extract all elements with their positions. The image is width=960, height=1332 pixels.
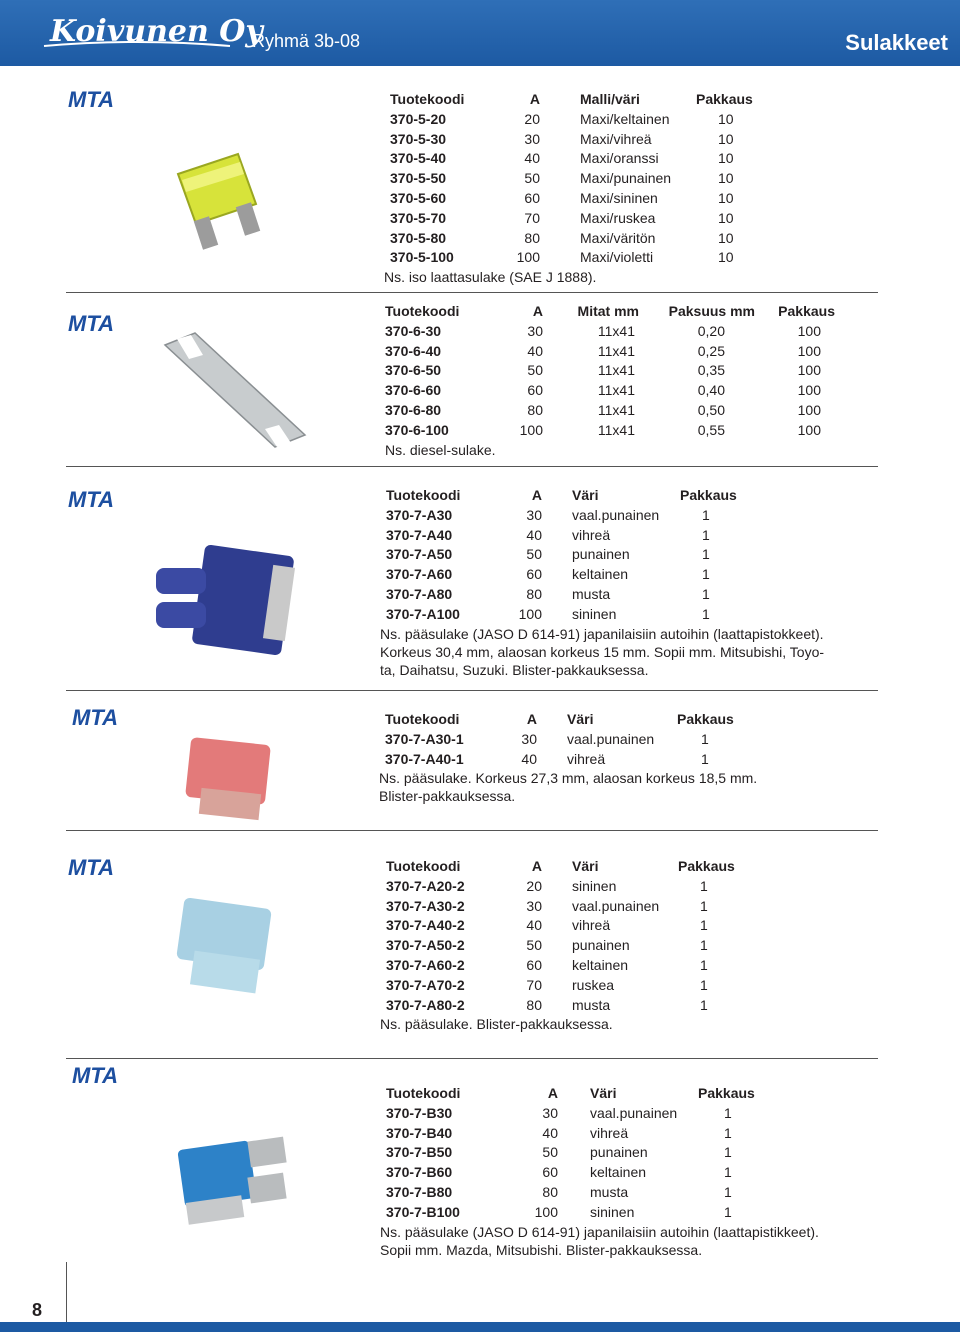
product-code: 370-7-A50-2 (386, 937, 465, 954)
product-code: 370-5-60 (390, 189, 447, 206)
category-title: Sulakkeet (845, 30, 948, 55)
color-value: vaal.punainen (567, 730, 655, 747)
product-code: 370-5-20 (390, 110, 447, 127)
column-header: Tuotekoodi (386, 487, 461, 503)
product-code: 370-7-A70-2 (386, 976, 465, 993)
table-row (385, 342, 835, 362)
table-row (386, 1183, 755, 1203)
ampere-value: 30 (542, 1104, 558, 1121)
product-code: 370-5-40 (390, 150, 447, 167)
package-qty: 10 (718, 189, 734, 206)
ampere-value: 80 (526, 585, 542, 602)
table-row (386, 956, 735, 976)
table-row (386, 936, 735, 956)
product-note: Ns. diesel-sulake. (385, 441, 496, 458)
table-header-row (386, 1084, 755, 1104)
package-qty: 100 (797, 362, 821, 379)
product-code: 370-7-A40-1 (385, 750, 464, 767)
thickness-value: 0,55 (697, 421, 725, 438)
package-qty: 100 (797, 382, 821, 399)
product-code: 370-5-30 (390, 130, 447, 147)
product-table-pal-a1 (379, 710, 758, 805)
color-value: punainen (590, 1144, 648, 1161)
color-value: sininen (572, 877, 617, 894)
ampere-value: 80 (527, 401, 543, 418)
ampere-value: 30 (526, 506, 542, 523)
mta-brand-logo-icon (70, 1064, 142, 1086)
ampere-value: 40 (542, 1124, 558, 1141)
ampere-value: 30 (521, 730, 537, 747)
ampere-value: 70 (524, 209, 540, 226)
table-row (386, 916, 735, 936)
column-header: Väri (572, 858, 599, 874)
column-header: Tuotekoodi (386, 858, 461, 874)
section-divider (66, 830, 878, 831)
ampere-value: 30 (526, 897, 542, 914)
product-code: 370-7-A40-2 (386, 917, 465, 934)
color-value: sininen (572, 605, 617, 622)
pal-fuse-lightblue-image (168, 895, 288, 1005)
dimensions-value: 11x41 (597, 322, 635, 339)
column-header: Mitat mm (577, 303, 639, 319)
color-value: ruskea (572, 976, 615, 993)
package-qty: 100 (797, 401, 821, 418)
footer-bar (0, 1322, 960, 1332)
table-row (385, 322, 835, 342)
column-header: Pakkaus (698, 1085, 755, 1101)
section-divider (66, 1058, 878, 1059)
product-note: Ns. pääsulake. Blister-pakkauksessa. (380, 1016, 613, 1033)
product-code: 370-7-A60 (386, 566, 453, 583)
table-row (390, 149, 753, 169)
table-row (385, 421, 835, 441)
dimensions-value: 11x41 (597, 401, 635, 418)
package-qty: 1 (724, 1203, 732, 1220)
product-code: 370-7-A80 (386, 585, 453, 602)
svg-text:MTA: MTA (68, 312, 115, 334)
table-row (386, 1143, 755, 1163)
product-note: Blister-pakkauksessa. (379, 788, 516, 805)
table-row (386, 877, 735, 897)
package-qty: 1 (700, 917, 708, 934)
product-code: 370-6-60 (385, 382, 442, 399)
ampere-value: 40 (521, 750, 537, 767)
table-row (386, 1163, 755, 1183)
ampere-value: 50 (526, 546, 542, 563)
product-code: 370-7-B60 (386, 1164, 453, 1181)
product-code: 370-7-A30-2 (386, 897, 465, 914)
column-header: Pakkaus (680, 487, 737, 503)
ampere-value: 80 (526, 996, 542, 1013)
column-header: Väri (590, 1085, 617, 1101)
column-header: A (532, 303, 543, 319)
column-header: Tuotekoodi (385, 711, 460, 727)
table-header-row (386, 857, 735, 877)
ampere-value: 50 (526, 937, 542, 954)
package-qty: 10 (718, 209, 734, 226)
model-color: Maxi/väritön (580, 229, 656, 246)
package-qty: 1 (724, 1144, 732, 1161)
product-code: 370-7-B40 (386, 1124, 453, 1141)
product-code: 370-6-40 (385, 342, 442, 359)
product-code: 370-6-100 (385, 421, 449, 438)
column-header: Väri (572, 487, 599, 503)
maxi-fuse-image (160, 140, 280, 260)
ampere-value: 60 (524, 189, 540, 206)
color-value: vihreä (590, 1124, 629, 1141)
ampere-value: 50 (542, 1144, 558, 1161)
ampere-value: 60 (542, 1164, 558, 1181)
model-color: Maxi/punainen (580, 170, 672, 187)
product-code: 370-7-B30 (386, 1104, 453, 1121)
model-color: Maxi/keltainen (580, 110, 670, 127)
column-header: A (547, 1085, 558, 1101)
table-row (385, 381, 835, 401)
table-row (386, 1104, 755, 1124)
ampere-value: 60 (527, 382, 543, 399)
mta-brand-logo-icon (70, 706, 142, 728)
product-code: 370-6-80 (385, 401, 442, 418)
table-row (385, 730, 734, 750)
package-qty: 100 (797, 421, 821, 438)
package-qty: 1 (702, 585, 710, 602)
package-qty: 10 (718, 229, 734, 246)
ampere-value: 100 (516, 249, 540, 266)
product-table-diesel (385, 302, 835, 459)
table-row (386, 1124, 755, 1144)
product-code: 370-7-B100 (386, 1203, 460, 1220)
table-row (386, 976, 735, 996)
product-table-maxi (384, 90, 753, 286)
color-value: keltainen (572, 956, 629, 973)
package-qty: 100 (797, 342, 821, 359)
package-qty: 10 (718, 130, 734, 147)
product-note: Ns. iso laattasulake (SAE J 1888). (384, 269, 597, 286)
ampere-value: 100 (519, 421, 543, 438)
color-value: vaal.punainen (590, 1104, 678, 1121)
color-value: keltainen (590, 1164, 647, 1181)
table-row (386, 1203, 755, 1223)
product-code: 370-7-B50 (386, 1144, 453, 1161)
svg-text:MTA: MTA (68, 488, 115, 510)
color-value: punainen (572, 546, 630, 563)
package-qty: 1 (702, 546, 710, 563)
column-header: Malli/väri (580, 91, 640, 107)
color-value: vihreä (567, 750, 606, 767)
table-header-row (390, 90, 753, 110)
footer-divider (66, 1262, 67, 1322)
product-table-pal-b (380, 1084, 819, 1259)
package-qty: 10 (718, 150, 734, 167)
logo-swoosh-icon (42, 40, 232, 50)
ampere-value: 50 (524, 170, 540, 187)
product-code: 370-7-B80 (386, 1183, 453, 1200)
model-color: Maxi/vihreä (580, 130, 652, 147)
package-qty: 1 (700, 937, 708, 954)
mta-brand-logo-icon (66, 488, 138, 510)
product-code: 370-7-A80-2 (386, 996, 465, 1013)
package-qty: 1 (724, 1124, 732, 1141)
dimensions-value: 11x41 (597, 382, 635, 399)
product-code: 370-7-A100 (386, 605, 460, 622)
product-code: 370-5-100 (390, 249, 454, 266)
color-value: sininen (590, 1203, 635, 1220)
column-header: A (531, 858, 542, 874)
product-code: 370-7-A30-1 (385, 730, 464, 747)
table-row (390, 248, 753, 268)
color-value: musta (590, 1183, 629, 1200)
color-value: musta (572, 996, 611, 1013)
package-qty: 1 (700, 996, 708, 1013)
product-note: ta, Daihatsu, Suzuki. Blister-pakkauksessa. (380, 661, 649, 678)
column-header: Pakkaus (678, 858, 735, 874)
ampere-value: 20 (524, 110, 540, 127)
ampere-value: 20 (526, 877, 542, 894)
ampere-value: 30 (527, 322, 543, 339)
ampere-value: 60 (526, 956, 542, 973)
package-qty: 1 (724, 1104, 732, 1121)
page-header (0, 0, 960, 66)
table-row (385, 401, 835, 421)
model-color: Maxi/violetti (580, 249, 654, 266)
column-header: Pakkaus (677, 711, 734, 727)
table-row (390, 229, 753, 249)
table-header-row (385, 710, 734, 730)
color-value: punainen (572, 937, 630, 954)
section-divider (66, 690, 878, 691)
package-qty: 1 (702, 506, 710, 523)
package-qty: 1 (701, 750, 709, 767)
table-row (386, 996, 735, 1016)
color-value: vihreä (572, 526, 611, 543)
model-color: Maxi/ruskea (580, 209, 656, 226)
package-qty: 1 (700, 877, 708, 894)
color-value: vihreä (572, 917, 611, 934)
dimensions-value: 11x41 (597, 342, 635, 359)
product-code: 370-5-50 (390, 170, 447, 187)
ampere-value: 50 (527, 362, 543, 379)
pal-fuse-blue-image (148, 540, 298, 670)
table-row (390, 130, 753, 150)
table-row (385, 750, 734, 770)
pal-fuse-b-blue-image (165, 1125, 295, 1235)
product-note: Ns. pääsulake (JASO D 614-91) japanilaisiin autoihin (laattapistikkeet). (380, 1223, 819, 1240)
product-code: 370-7-A50 (386, 546, 453, 563)
table-row (386, 565, 737, 585)
column-header: A (529, 91, 540, 107)
thickness-value: 0,25 (697, 342, 725, 359)
color-value: vaal.punainen (572, 897, 660, 914)
product-code: 370-7-A40 (386, 526, 453, 543)
column-header: Paksuus mm (668, 303, 755, 319)
ampere-value: 40 (526, 526, 542, 543)
group-label: Ryhmä 3b-08 (252, 31, 361, 51)
table-row (386, 526, 737, 546)
ampere-value: 30 (524, 130, 540, 147)
diesel-fuse-image (155, 325, 315, 465)
package-qty: 10 (718, 249, 734, 266)
product-code: 370-7-A30 (386, 506, 453, 523)
dimensions-value: 11x41 (597, 362, 635, 379)
section-divider (66, 292, 878, 293)
mta-brand-logo-icon (66, 856, 138, 878)
column-header: Tuotekoodi (386, 1085, 461, 1101)
table-row (390, 169, 753, 189)
column-header: Väri (567, 711, 594, 727)
ampere-value: 100 (534, 1203, 558, 1220)
column-header: A (531, 487, 542, 503)
mta-brand-logo-icon (66, 88, 138, 110)
table-header-row (385, 302, 835, 322)
company-logo: Koivunen Oy (50, 14, 263, 49)
product-table-pal-a (380, 486, 825, 679)
table-row (390, 189, 753, 209)
thickness-value: 0,40 (697, 382, 725, 399)
column-header: Pakkaus (778, 303, 835, 319)
table-row (386, 897, 735, 917)
table-row (386, 506, 737, 526)
ampere-value: 80 (524, 229, 540, 246)
svg-text:MTA: MTA (68, 856, 115, 878)
package-qty: 1 (724, 1183, 732, 1200)
color-value: vaal.punainen (572, 506, 660, 523)
ampere-value: 40 (524, 150, 540, 167)
ampere-value: 80 (542, 1183, 558, 1200)
product-code: 370-5-80 (390, 229, 447, 246)
package-qty: 10 (718, 110, 734, 127)
package-qty: 1 (702, 526, 710, 543)
ampere-value: 100 (518, 605, 542, 622)
table-row (386, 545, 737, 565)
ampere-value: 60 (526, 566, 542, 583)
package-qty: 1 (700, 956, 708, 973)
section-divider (66, 466, 878, 467)
package-qty: 1 (702, 605, 710, 622)
column-header: Tuotekoodi (390, 91, 465, 107)
pal-fuse-pink-image (180, 735, 290, 830)
table-row (385, 361, 835, 381)
thickness-value: 0,50 (697, 401, 725, 418)
table-header-row (386, 486, 737, 506)
model-color: Maxi/sininen (580, 189, 658, 206)
product-code: 370-7-A60-2 (386, 956, 465, 973)
product-table-pal-a2 (380, 857, 735, 1033)
svg-text:MTA: MTA (72, 706, 119, 728)
table-row (390, 110, 753, 130)
ampere-value: 40 (526, 917, 542, 934)
table-row (390, 209, 753, 229)
product-code: 370-6-50 (385, 362, 442, 379)
ampere-value: 70 (526, 976, 542, 993)
package-qty: 10 (718, 170, 734, 187)
column-header: Pakkaus (696, 91, 753, 107)
mta-brand-logo-icon (66, 312, 138, 334)
product-code: 370-7-A20-2 (386, 877, 465, 894)
dimensions-value: 11x41 (597, 421, 635, 438)
table-row (386, 585, 737, 605)
ampere-value: 40 (527, 342, 543, 359)
page-number: 8 (32, 1300, 43, 1320)
product-note: Ns. pääsulake (JASO D 614-91) japanilaisiin autoihin (laattapistokkeet). (380, 625, 824, 642)
column-header: Tuotekoodi (385, 303, 460, 319)
package-qty: 1 (702, 566, 710, 583)
svg-text:MTA: MTA (72, 1064, 119, 1086)
model-color: Maxi/oranssi (580, 150, 659, 167)
product-note: Sopii mm. Mazda, Mitsubishi. Blister-pakkauksessa. (380, 1241, 703, 1258)
color-value: keltainen (572, 566, 629, 583)
thickness-value: 0,20 (697, 322, 725, 339)
product-code: 370-6-30 (385, 322, 442, 339)
svg-text:MTA: MTA (68, 88, 115, 110)
product-code: 370-5-70 (390, 209, 447, 226)
package-qty: 1 (701, 730, 709, 747)
package-qty: 100 (797, 322, 821, 339)
package-qty: 1 (700, 897, 708, 914)
thickness-value: 0,35 (697, 362, 725, 379)
product-note: Korkeus 30,4 mm, alaosan korkeus 15 mm. Sopii mm. Mitsubishi, Toyo- (380, 643, 825, 660)
package-qty: 1 (724, 1164, 732, 1181)
table-row (386, 605, 737, 625)
package-qty: 1 (700, 976, 708, 993)
product-note: Ns. pääsulake. Korkeus 27,3 mm, alaosan korkeus 18,5 mm. (379, 770, 758, 787)
color-value: musta (572, 585, 611, 602)
column-header: A (526, 711, 537, 727)
